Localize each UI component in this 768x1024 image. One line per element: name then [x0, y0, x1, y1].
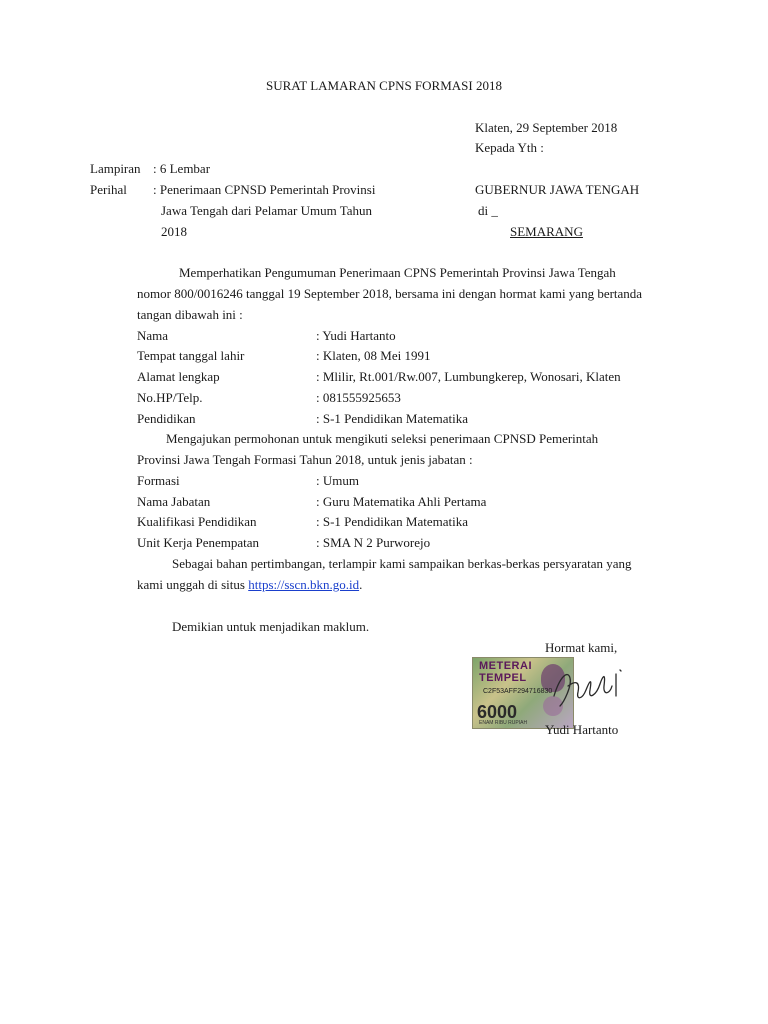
- intro-line: tangan dibawah ini :: [137, 307, 243, 322]
- consider-prefix: kami unggah di situs: [137, 577, 249, 592]
- letter-title: SURAT LAMARAN CPNS FORMASI 2018: [266, 78, 502, 93]
- field-label: Nama Jabatan: [137, 494, 211, 509]
- stamp-line2: TEMPEL: [479, 672, 527, 684]
- closing-line: Demikian untuk menjadikan maklum.: [172, 619, 370, 634]
- stamp-line1: METERAI: [479, 660, 532, 672]
- signer-name: Yudi Hartanto: [545, 722, 619, 737]
- field-value: : Klaten, 08 Mei 1991: [316, 348, 431, 363]
- perihal-line: 2018: [161, 224, 187, 239]
- stamp-code: C2F53AFF294716830: [483, 688, 553, 695]
- apply-line: Provinsi Jawa Tengah Formasi Tahun 2018, untuk jenis jabatan :: [137, 452, 473, 467]
- consider-line-2: [137, 577, 362, 593]
- field-label: Pendidikan: [137, 411, 196, 426]
- hormat-kami: Hormat kami,: [545, 640, 618, 655]
- field-label: Kualifikasi Pendidikan: [137, 514, 257, 529]
- field-value: : SMA N 2 Purworejo: [316, 535, 431, 550]
- field-value: : S-1 Pendidikan Matematika: [316, 411, 469, 426]
- field-label: Nama: [137, 328, 169, 343]
- sscn-link[interactable]: https://sscn.bkn.go.id: [248, 577, 360, 592]
- kepada-yth: Kepada Yth :: [475, 140, 544, 155]
- consider-line: Sebagai bahan pertimbangan, terlampir kami sampaikan berkas-berkas persyaratan yang: [172, 556, 632, 571]
- perihal-label: Perihal: [90, 182, 127, 197]
- signature: [546, 656, 636, 712]
- field-value: : Mlilir, Rt.001/Rw.007, Lumbungkerep, Wonosari, Klaten: [316, 369, 621, 384]
- field-label: No.HP/Telp.: [137, 390, 203, 405]
- place-date: Klaten, 29 September 2018: [475, 120, 618, 135]
- consider-suffix: .: [359, 577, 363, 592]
- intro-line: nomor 800/0016246 tanggal 19 September 2018, bersama ini dengan hormat kami yang bertanda: [137, 286, 643, 301]
- field-label: Unit Kerja Penempatan: [137, 535, 260, 550]
- recipient-title: GUBERNUR JAWA TENGAH: [475, 182, 640, 197]
- perihal-line: Jawa Tengah dari Pelamar Umum Tahun: [161, 203, 373, 218]
- field-value: : S-1 Pendidikan Matematika: [316, 514, 469, 529]
- recipient-di: di _: [478, 203, 498, 218]
- intro-line: Memperhatikan Pengumuman Penerimaan CPNS Pemerintah Provinsi Jawa Tengah: [179, 265, 616, 280]
- field-value: : Guru Matematika Ahli Pertama: [316, 494, 487, 509]
- field-label: Formasi: [137, 473, 180, 488]
- lampiran-label: Lampiran: [90, 161, 141, 176]
- stamp-small: ENAM RIBU RUPIAH: [479, 720, 528, 726]
- field-label: Alamat lengkap: [137, 369, 220, 384]
- field-value: : Umum: [316, 473, 359, 488]
- field-value: : Yudi Hartanto: [316, 328, 396, 343]
- apply-line: Mengajukan permohonan untuk mengikuti seleksi penerimaan CPNSD Pemerintah: [166, 431, 599, 446]
- perihal-line: : Penerimaan CPNSD Pemerintah Provinsi: [153, 182, 376, 197]
- lampiran-value: : 6 Lembar: [153, 161, 211, 176]
- field-label: Tempat tanggal lahir: [137, 348, 245, 363]
- field-value: : 081555925653: [316, 390, 401, 405]
- recipient-city: SEMARANG: [510, 224, 583, 239]
- stamp-value: 6000: [477, 702, 518, 722]
